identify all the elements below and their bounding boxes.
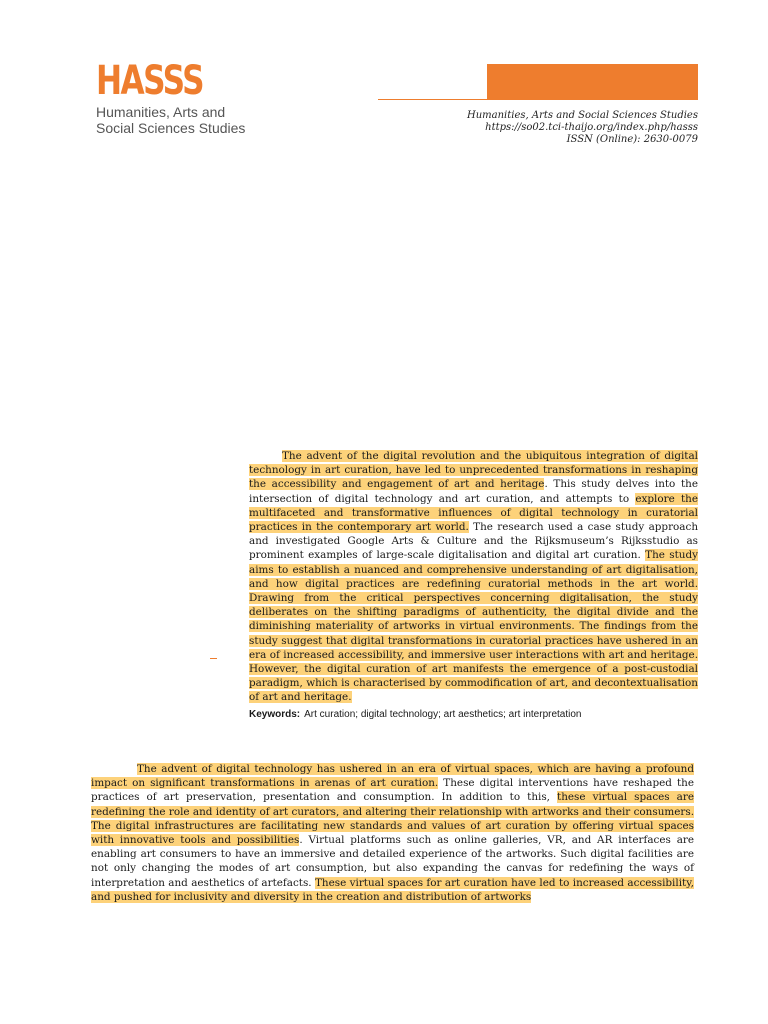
- logo-wordmark: [96, 104, 256, 136]
- abstract-text-1: . This study delves into the intersection of digital technology and art curation, and attempts to: [249, 478, 698, 505]
- journal-issn: ISSN (Online): 2630-0079: [566, 134, 698, 145]
- header-rule: [378, 99, 698, 100]
- journal-name: Humanities, Arts and Social Sciences Studies: [467, 110, 698, 121]
- abstract-highlight-1: The advent of the digital revolution and the ubiquitous integration of digital technology in art curation, have led to unprecedented transformations in reshaping the accessibility and engagement of art and heritage: [249, 450, 698, 491]
- logo-mark: HASSS: [96, 58, 204, 104]
- journal-logo: [96, 58, 256, 136]
- header-accent-bar: [487, 64, 698, 99]
- abstract-highlight-2: explore the multifaceted and transformative influences of digital technology in curatorial practices in the contemporary art world.: [249, 492, 699, 534]
- logo-line-2: Social Sciences Studies: [96, 120, 246, 136]
- margin-dash: [210, 658, 217, 659]
- abstract-paragraph: [249, 449, 698, 705]
- intro-text-1: These digital interventions have reshaped the practices of art preservation, presentation and consumption. In addition to this,: [91, 777, 694, 804]
- keywords-line: [249, 708, 709, 721]
- intro-highlight-3: These virtual spaces for art curation have led to increased accessibility, and pushed for inclusivity and diversity in the creation and distribution of artworks: [91, 876, 694, 903]
- keywords-label: Keywords:: [249, 709, 301, 720]
- abstract-highlight-3: The study aims to establish a nuanced and comprehensive understanding of art digitalisation, and how digital practices are redefining curatorial methods in the art world. Drawing from the critical perspectives concerning digitalisation, the study deliberates on the shifting paradigms of authenticity, the digital divide and the diminishing materiality of artworks in virtual environments. The findings from the study suggest that digital transformations in curatorial practices have ushered in an era of increased accessibility, and immersive user interactions with art and heritage. However, the digital curation of art manifests the emergence of a post-custodial paradigm, which is characterised by commodification of art, and decontextualisation of art and heritage.: [249, 549, 698, 704]
- logo-line-1: Humanities, Arts and: [96, 104, 226, 120]
- intro-paragraph: [91, 762, 694, 904]
- journal-info: [467, 110, 698, 146]
- intro-highlight-2: these virtual spaces are redefining the role and identity of art curators, and altering their relationship with artworks and their consumers. The digital infrastructures are facilitating new standards and values of art curation by offering virtual spaces with innovative tools and possibilities: [91, 791, 694, 847]
- keywords-value: Art curation; digital technology; art aesthetics; art interpretation: [304, 709, 582, 720]
- abstract-text-2: The research used a case study approach and investigated Google Arts & Culture and the Rijksmuseum’s Rijksstudio as prominent examples of large-scale digitalisation and digital art curation.: [249, 521, 699, 562]
- intro-highlight-1: The advent of digital technology has ushered in an era of virtual spaces, which are having a profound impact on significant transformations in arenas of art curation.: [91, 763, 694, 790]
- journal-url[interactable]: https://so02.tci-thaijo.org/index.php/hasss: [485, 122, 698, 133]
- intro-text-2: . Virtual platforms such as online galleries, VR, and AR interfaces are enabling art consumers to have an immersive and detailed experience of the artworks. Such digital facilities are not only changing the modes of art consumption, but also expanding the canvas for redefining the ways of interpretation and aesthetics of artefacts.: [91, 834, 695, 889]
